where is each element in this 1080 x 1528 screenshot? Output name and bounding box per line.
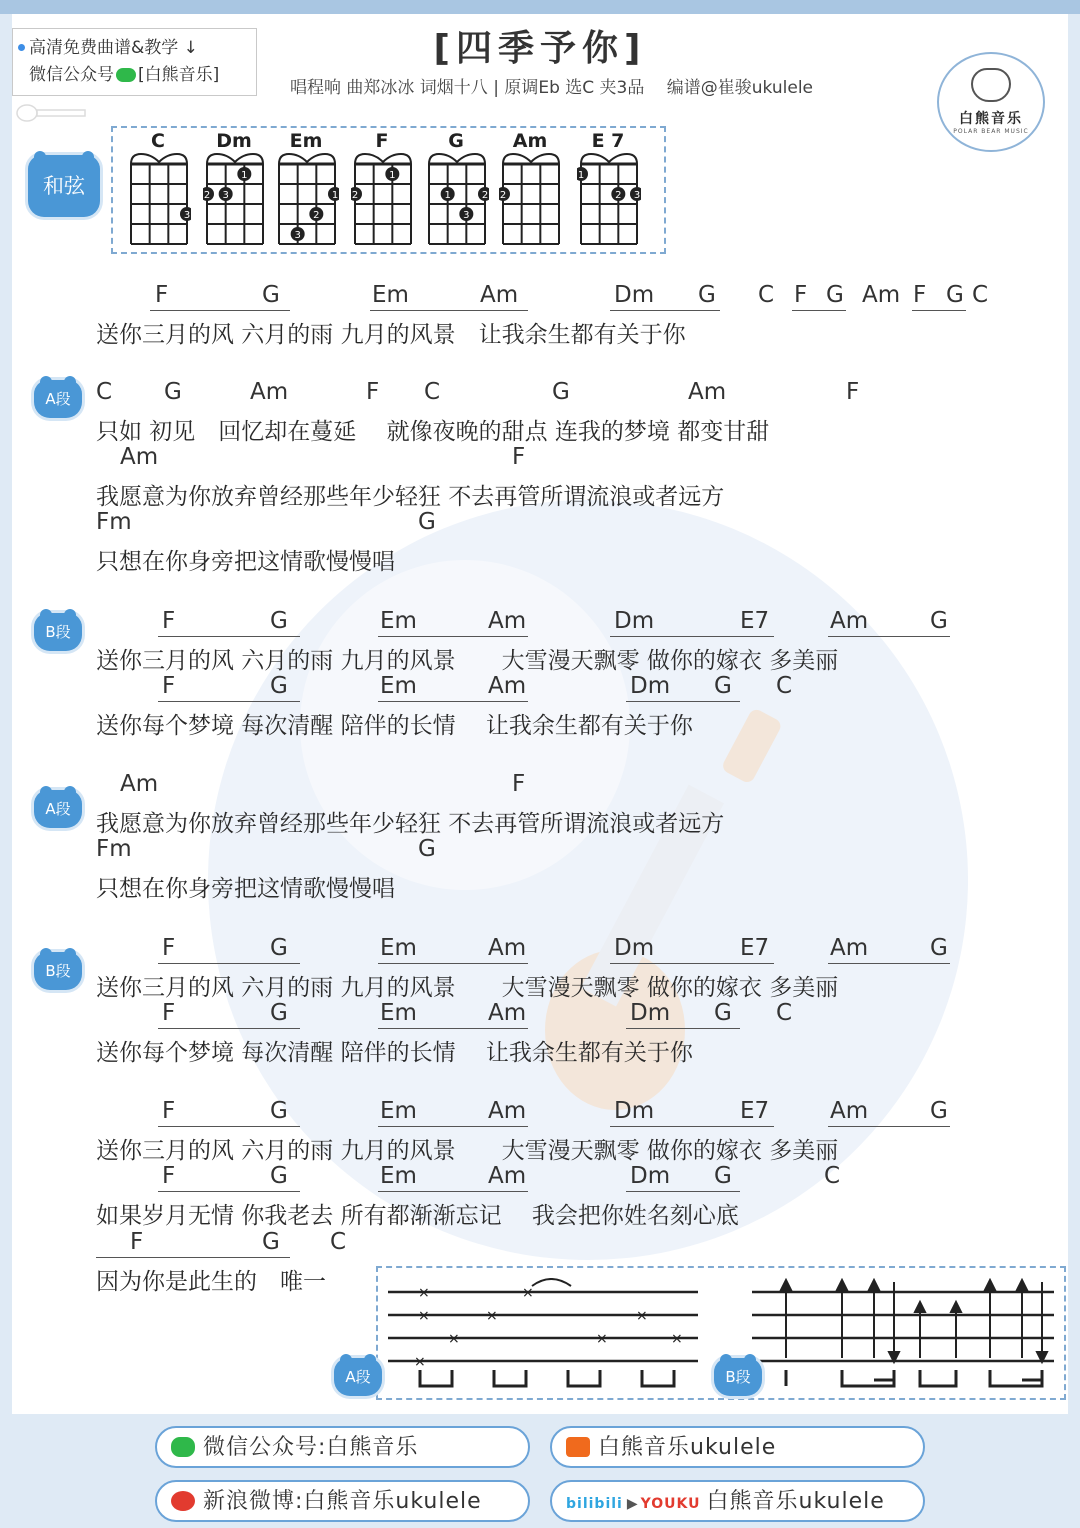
footer-taobao[interactable]: [550, 1426, 925, 1468]
chord-underline: [828, 963, 950, 964]
chord-label: G: [930, 608, 948, 634]
chord-label: F: [162, 608, 176, 634]
chord-label: Em: [380, 1000, 417, 1026]
lyric-line: 送你三月的风 六月的雨 九月的风景 大雪漫天飘零 做你的嫁衣 多美丽: [96, 648, 839, 674]
svg-text:×: ×: [448, 1331, 460, 1347]
chord-underline: [792, 310, 846, 311]
chord-label: Am: [488, 1000, 527, 1026]
chord-underline: [610, 1126, 774, 1127]
chord-label: Em: [380, 608, 417, 634]
chord-underline: [378, 1191, 528, 1192]
chord-underline: [610, 636, 774, 637]
chord-label: F: [162, 935, 176, 961]
chord-underline: [158, 1028, 300, 1029]
promo-line2-prefix: 微信公众号: [29, 65, 114, 85]
chord-diagram: [203, 130, 265, 248]
chord-label: Fm: [96, 836, 132, 862]
chord-label: F: [366, 379, 380, 405]
chord-name: E 7: [591, 130, 625, 152]
chord-underline: [912, 310, 966, 311]
footer-video-text: 白熊音乐ukulele: [706, 1489, 885, 1514]
chord-label: Em: [372, 282, 409, 308]
footer-video[interactable]: [550, 1480, 925, 1522]
chord-name: Em: [289, 130, 323, 152]
song-credits: 唱程响 曲郑冰冰 词烟十八 | 原调Eb 选C 夹3品 编谱@崔骏ukulele: [290, 78, 814, 98]
lyric-line: 只如 初见 回忆却在蔓延 就像夜晚的甜点 连我的梦境 都变甘甜: [96, 419, 770, 445]
chord-underline: [378, 701, 528, 702]
chord-label: Am: [830, 935, 869, 961]
chord-diagram: [499, 130, 561, 248]
chord-underline: [370, 310, 528, 311]
footer-wechat-text: 微信公众号:白熊音乐: [203, 1435, 419, 1460]
chord-label: G: [418, 509, 436, 535]
chord-underline: [158, 963, 300, 964]
finger-number: 1: [241, 170, 248, 181]
chord-label: G: [714, 1000, 732, 1026]
chord-label: Am: [488, 1098, 527, 1124]
chord-diagram: [577, 130, 639, 248]
polar-bear-icon: [971, 68, 1011, 102]
chord-label: Am: [250, 379, 289, 405]
chord-label: Dm: [614, 935, 655, 961]
chord-underline: [158, 701, 300, 702]
chord-label: E7: [740, 935, 770, 961]
chord-label: Dm: [614, 1098, 655, 1124]
chord-underline: [378, 963, 528, 964]
chord-label: F: [512, 771, 526, 797]
finger-number: 3: [222, 190, 229, 201]
chord-underline: [626, 1191, 740, 1192]
svg-text:×: ×: [636, 1308, 648, 1324]
svg-text:×: ×: [418, 1308, 430, 1324]
chord-label: C: [776, 673, 793, 699]
lyric-line: 因为你是此生的 唯一: [96, 1269, 326, 1295]
bilibili-logo: bilibili: [566, 1496, 623, 1512]
finger-number: 3: [294, 230, 301, 241]
section-tag-a: A段: [34, 380, 82, 418]
strum-pattern-a: [386, 1278, 706, 1393]
chord-label: G: [270, 935, 288, 961]
chord-label: Dm: [630, 1000, 671, 1026]
chord-grid: [275, 152, 339, 248]
logo-text: 白熊音乐: [959, 111, 1023, 127]
chord-label: Dm: [614, 608, 655, 634]
footer-wechat[interactable]: [155, 1426, 530, 1468]
chord-diagram: [351, 130, 413, 248]
chord-label: G: [270, 1000, 288, 1026]
chord-diagram: [127, 130, 189, 248]
chord-diagram: [425, 130, 487, 248]
chord-label: Am: [120, 771, 159, 797]
section-tag-b: B段: [34, 613, 82, 651]
chord-grid: [499, 152, 563, 248]
chord-label: Em: [380, 1163, 417, 1189]
finger-number: 1: [577, 170, 585, 181]
lyric-line: 送你每个梦境 每次清醒 陪伴的长情 让我余生都有关于你: [96, 1040, 693, 1066]
chord-underline: [610, 310, 720, 311]
chord-label: Am: [488, 1163, 527, 1189]
chord-underline: [96, 1257, 290, 1258]
svg-text:×: ×: [522, 1285, 534, 1301]
chord-underline: [610, 963, 774, 964]
chord-label: Em: [380, 1098, 417, 1124]
chord-label: G: [262, 282, 280, 308]
chord-label: G: [270, 1163, 288, 1189]
chord-label: C: [424, 379, 441, 405]
finger-number: 1: [444, 190, 451, 201]
chord-name: F: [375, 130, 389, 152]
brand-logo: [937, 52, 1045, 152]
lyric-line: 如果岁月无情 你我老去 所有都渐渐忘记 我会把你姓名刻心底: [96, 1203, 739, 1229]
strum-pattern-b: [750, 1278, 1060, 1393]
finger-number: 1: [331, 190, 339, 201]
logo-subtext: POLAR BEAR MUSIC: [953, 128, 1029, 135]
promo-line2-suffix: [白熊音乐]: [138, 65, 220, 85]
chord-grid: [127, 152, 191, 248]
chord-label: G: [418, 836, 436, 862]
footer-taobao-text: 白熊音乐ukulele: [598, 1435, 777, 1460]
chord-label: F: [846, 379, 860, 405]
taobao-icon: [566, 1437, 590, 1457]
section-tag-b: B段: [34, 952, 82, 990]
footer-weibo[interactable]: [155, 1480, 530, 1522]
strum-tag-a: A段: [334, 1358, 382, 1396]
chord-diagram: [275, 130, 337, 248]
chord-underline: [150, 310, 290, 311]
song-title: [四季予你]: [433, 28, 647, 69]
finger-number: 2: [481, 190, 489, 201]
chord-name: Am: [512, 130, 548, 152]
chord-label: Dm: [630, 673, 671, 699]
chord-label: C: [330, 1229, 347, 1255]
youku-logo: YOUKU: [640, 1496, 701, 1512]
chord-label: C: [758, 282, 775, 308]
chord-label: F: [162, 1163, 176, 1189]
chord-label: F: [162, 1000, 176, 1026]
chord-label: Am: [830, 608, 869, 634]
chord-underline: [828, 636, 950, 637]
chord-underline: [626, 1028, 740, 1029]
chord-name: Dm: [216, 130, 252, 152]
finger-number: 2: [499, 190, 507, 201]
chord-label: F: [155, 282, 169, 308]
lyric-line: 送你三月的风 六月的雨 九月的风景 让我余生都有关于你: [96, 322, 686, 348]
chord-underline: [828, 1126, 950, 1127]
chord-label: G: [714, 673, 732, 699]
svg-text:×: ×: [414, 1354, 426, 1370]
finger-number: 3: [183, 210, 191, 221]
chord-label: G: [698, 282, 716, 308]
chord-section-tag: 和弦: [28, 155, 100, 217]
lyric-line: 只想在你身旁把这情歌慢慢唱: [96, 549, 395, 575]
svg-text:×: ×: [418, 1285, 430, 1301]
lyric-line: 送你三月的风 六月的雨 九月的风景 大雪漫天飘零 做你的嫁衣 多美丽: [96, 975, 839, 1001]
chord-name: G: [448, 130, 464, 152]
chord-name: C: [151, 130, 165, 152]
chord-label: G: [270, 1098, 288, 1124]
chord-label: Em: [380, 673, 417, 699]
chord-underline: [626, 701, 740, 702]
chord-grid: [577, 152, 641, 248]
chord-label: G: [270, 608, 288, 634]
chord-label: F: [913, 282, 927, 308]
chord-label: G: [826, 282, 844, 308]
chord-diagram-box: [111, 126, 666, 254]
chord-label: G: [930, 935, 948, 961]
chord-label: Am: [488, 673, 527, 699]
lyric-line: 送你每个梦境 每次清醒 陪伴的长情 让我余生都有关于你: [96, 713, 693, 739]
chord-label: G: [930, 1098, 948, 1124]
chord-label: E7: [740, 1098, 770, 1124]
finger-number: 2: [313, 210, 320, 221]
chord-underline: [378, 1126, 528, 1127]
svg-text:×: ×: [671, 1331, 683, 1347]
chord-underline: [158, 1191, 300, 1192]
chord-underline: [158, 1126, 300, 1127]
chord-label: G: [164, 379, 182, 405]
lyric-line: 我愿意为你放弃曾经那些年少轻狂 不去再管所谓流浪或者远方: [96, 484, 725, 510]
chord-label: F: [162, 673, 176, 699]
chord-label: E7: [740, 608, 770, 634]
lyric-line: 送你三月的风 六月的雨 九月的风景 大雪漫天飘零 做你的嫁衣 多美丽: [96, 1138, 839, 1164]
chord-label: C: [776, 1000, 793, 1026]
chord-label: Am: [488, 608, 527, 634]
chord-label: G: [946, 282, 964, 308]
chord-label: G: [270, 673, 288, 699]
finger-number: 3: [463, 210, 470, 221]
chord-label: G: [552, 379, 570, 405]
finger-number: 2: [351, 190, 359, 201]
chord-grid: [351, 152, 415, 248]
chord-underline: [158, 636, 300, 637]
chord-label: C: [96, 379, 113, 405]
chord-label: F: [130, 1229, 144, 1255]
finger-number: 2: [203, 190, 211, 201]
chord-label: Am: [120, 444, 159, 470]
chord-label: Am: [830, 1098, 869, 1124]
weibo-icon: [171, 1491, 195, 1511]
chord-label: Fm: [96, 509, 132, 535]
finger-number: 1: [389, 170, 396, 181]
chord-label: F: [794, 282, 808, 308]
chord-label: Am: [862, 282, 901, 308]
chord-grid: [203, 152, 267, 248]
svg-text:×: ×: [596, 1331, 608, 1347]
lyric-line: 只想在你身旁把这情歌慢慢唱: [96, 876, 395, 902]
finger-number: 3: [633, 190, 641, 201]
ukulele-outline-icon: [15, 102, 95, 124]
promo-line1: 高清免费曲谱&教学 ↓: [29, 38, 198, 58]
chord-label: Dm: [614, 282, 655, 308]
chord-grid: [425, 152, 489, 248]
chord-label: Am: [480, 282, 519, 308]
chord-underline: [378, 1028, 528, 1029]
chord-underline: [378, 636, 528, 637]
lyric-line: 我愿意为你放弃曾经那些年少轻狂 不去再管所谓流浪或者远方: [96, 811, 725, 837]
chord-label: F: [162, 1098, 176, 1124]
top-band: [0, 0, 1080, 14]
wechat-icon: [171, 1437, 195, 1457]
section-tag-a: A段: [34, 790, 82, 828]
chord-label: C: [972, 282, 989, 308]
play-icon: ▶: [626, 1496, 639, 1512]
chord-label: Am: [688, 379, 727, 405]
chord-label: G: [262, 1229, 280, 1255]
svg-text:×: ×: [486, 1308, 498, 1324]
footer-weibo-text: 新浪微博:白熊音乐ukulele: [203, 1489, 482, 1514]
strum-tag-b: B段: [714, 1358, 762, 1396]
chord-label: C: [824, 1163, 841, 1189]
chord-label: Am: [488, 935, 527, 961]
chord-label: Dm: [630, 1163, 671, 1189]
chord-label: Em: [380, 935, 417, 961]
chord-label: G: [714, 1163, 732, 1189]
chord-label: F: [512, 444, 526, 470]
finger-number: 2: [615, 190, 622, 201]
